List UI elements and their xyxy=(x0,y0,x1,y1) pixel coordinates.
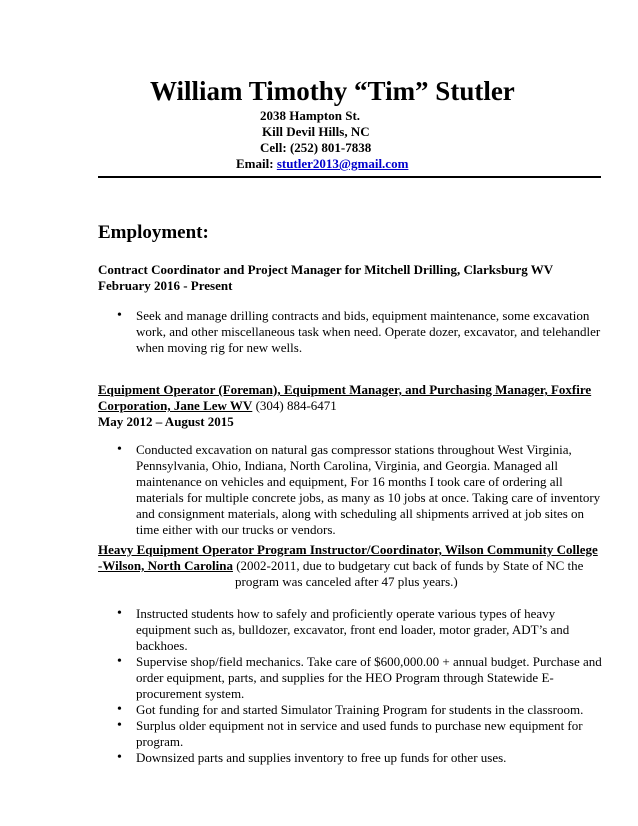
job-title: Heavy Equipment Operator Program Instructor/Coordinator, Wilson Community College xyxy=(98,542,598,557)
email-line xyxy=(236,156,408,172)
list-item: • Seek and manage drilling contracts and bids, equipment maintenance, some excavation work, and other miscellaneous task when need. Operate dozer, excavator, and telehandler when moving rig for new wells. xyxy=(98,308,608,356)
header-divider xyxy=(98,176,601,178)
employment-heading: Employment: xyxy=(98,222,209,243)
job-note-continued: program was canceled after 47 plus years.) xyxy=(235,574,458,589)
job-foxfire xyxy=(98,382,608,538)
list-item: • Conducted excavation on natural gas compressor stations throughout West Virginia, Pennsylvania, Ohio, Indiana, North Carolina, Virginia, and Georgia. Managed all maintenance on vehicles and equipment, For 16 months I took care of ordering all materials for multiple concrete jobs, as many as 10 jobs at once. Taking care of inventory and consignment materials, along with scheduling all shipments arrived at job sites on time either with our trucks or vendors. xyxy=(98,442,608,538)
job-title-line-2 xyxy=(98,398,608,414)
candidate-name: William Timothy “Tim” Stutler xyxy=(150,76,515,106)
job-dates: May 2012 – August 2015 xyxy=(98,414,234,429)
job-duties xyxy=(98,606,608,766)
address-line-1: 2038 Hampton St. xyxy=(260,108,361,123)
email-link[interactable]: stutler2013@gmail.com xyxy=(276,156,409,171)
list-item: • Surplus older equipment not in service and used funds to purchase new equipment for program. xyxy=(98,718,608,750)
list-item: • Downsized parts and supplies inventory to free up funds for other uses. xyxy=(98,750,608,766)
job-title-line-1 xyxy=(98,542,608,558)
job-title: Contract Coordinator and Project Manager for Mitchell Drilling, Clarksburg WV xyxy=(98,262,554,277)
job-dates: February 2016 - Present xyxy=(98,278,233,293)
cell-phone: Cell: (252) 801-7838 xyxy=(260,140,372,155)
list-item: • Supervise shop/field mechanics. Take care of $600,000.00 + annual budget. Purchase and order equipment, parts, and supplies for the HEO Program through Statewide E-procurement system. xyxy=(98,654,608,702)
job-title-line-2 xyxy=(98,558,608,574)
job-wilson-community-college xyxy=(98,542,608,766)
job-note: (2002-2011, due to budgetary cut back of funds by State of NC the xyxy=(232,558,584,573)
email-label: Email: xyxy=(236,156,274,171)
job-duties xyxy=(98,308,608,356)
job-title-line-1 xyxy=(98,382,608,398)
list-item: • Got funding for and started Simulator Training Program for students in the classroom. xyxy=(98,702,608,718)
job-employer: Corporation, Jane Lew WV xyxy=(98,398,253,413)
employer-phone: (304) 884-6471 xyxy=(252,398,337,413)
job-mitchell-drilling xyxy=(98,262,608,356)
job-duties xyxy=(98,442,608,538)
list-item: • Instructed students how to safely and proficiently operate various types of heavy equipment such as, bulldozer, excavator, front end loader, motor grader, ADT’s and backhoes. xyxy=(98,606,608,654)
job-employer: -Wilson, North Carolina xyxy=(98,558,233,573)
job-title: Equipment Operator (Foreman), Equipment Manager, and Purchasing Manager, Foxfire xyxy=(98,382,592,397)
address-line-2: Kill Devil Hills, NC xyxy=(262,124,370,139)
